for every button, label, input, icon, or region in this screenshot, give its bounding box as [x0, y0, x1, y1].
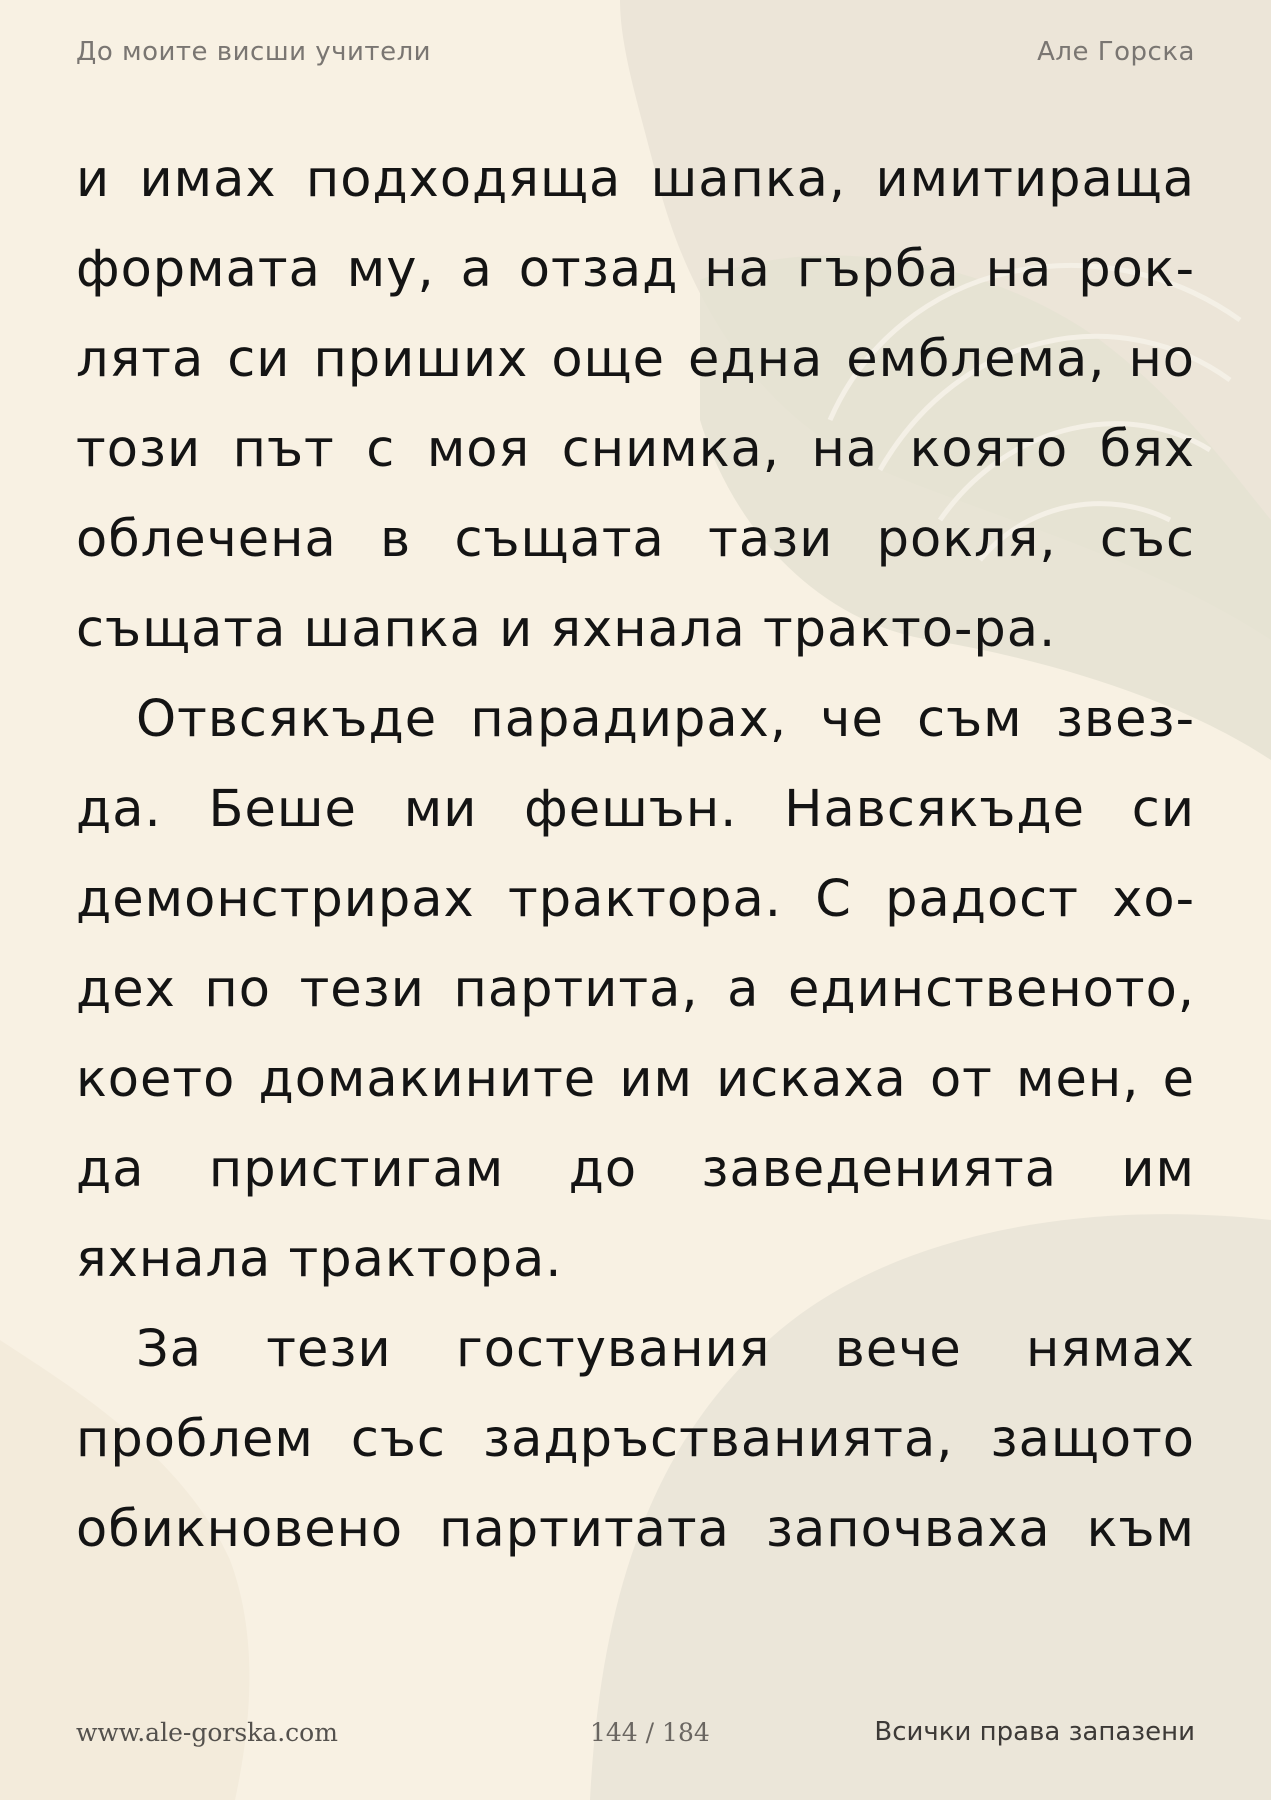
paragraph: и имах подходяща шапка, имитираща формата му, а отзад на гърба на рок-лята си пришиx още една емблема, но този път с моя снимка, на която бях облечена в същата тази рокля, със същата шапка и яхнала тракто-ра. — [76, 150, 1195, 659]
page-content — [76, 135, 1195, 1665]
footer-rights: Всички права запазени — [874, 1717, 1195, 1747]
paragraph: Отвсякъде парадирах, че съм звез-да. Беше ми фешън. Навсякъде си демонстрирах трактора. С радост хо-дех по тези партита, а единственото, което домакините им искаха от мен, е да пристигам до заведенията им яхнала трактора. — [76, 690, 1195, 1289]
paragraph: За тези гостувания вече нямах проблем със задръстванията, защото обикновено партитата започваха към — [76, 1320, 1195, 1559]
header-author: Але Горска — [1037, 37, 1195, 67]
page-footer — [76, 1716, 1195, 1748]
page-header — [76, 36, 1195, 68]
footer-website-link[interactable]: www.ale-gorska.com — [76, 1717, 338, 1747]
page-number: 144 / 184 — [590, 1717, 710, 1747]
header-book-title: До моите висши учители — [76, 37, 432, 67]
